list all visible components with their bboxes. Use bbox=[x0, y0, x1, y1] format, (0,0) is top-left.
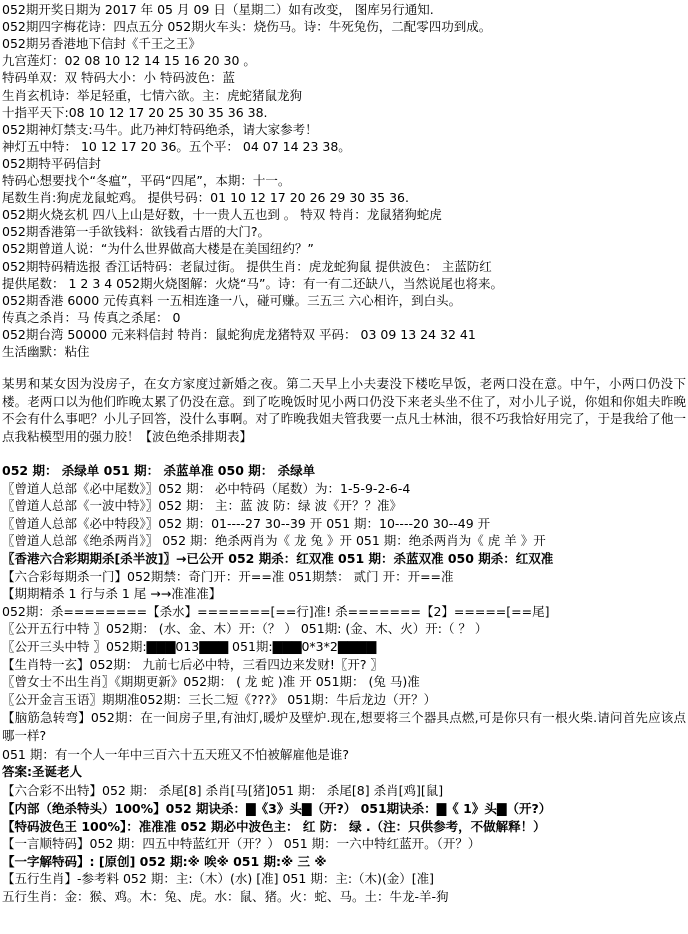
text-line: 【一字解特码】: [原创] 052 期:※ 唉※ 051 期:※ 三 ※ bbox=[2, 853, 327, 869]
text-line: 〖香港六合彩期期杀[杀半波]〗→已公开 052 期杀：红双准 051 期：杀蓝双准 050 期杀：红双准 bbox=[2, 551, 554, 566]
text-line: 传真之杀肖：马 传真之杀尾： 0 bbox=[2, 309, 181, 325]
text-line: 052期特码精选报 香江话特码：老鼠过街。 提供生肖：虎龙蛇狗鼠 提供波色： 主蓝防红 bbox=[2, 258, 492, 274]
text-line: 【特码波色王 100%】：准准准 052 期必中波色主： 红 防： 绿 .（注：只供参考，不做解释！） bbox=[2, 818, 546, 834]
text-line: 052期特平码信封 bbox=[2, 155, 101, 171]
text-line: 〖公开金言玉语〗期期准052期：三长二短《???》 051期：牛后龙边（开？） bbox=[2, 691, 437, 707]
text-line: 九宫莲灯：02 08 10 12 14 15 16 20 30 。 bbox=[2, 53, 256, 69]
text-line: 五行生肖：金：猴、鸡。木：兔、虎。水：鼠、猪。火：蛇、马。土：牛龙-羊-狗 bbox=[2, 889, 449, 904]
text-line: 〖公开三头中特 〗052期:▇▇▇013▇▇▇ 051期:▇▇▇0*3*2▇▇▇▇ bbox=[2, 639, 377, 654]
text-line: 〖曾道人总部《必中特段》〗052 期：01----27 30--39 开 051 期：10----20 30--49 开 bbox=[2, 515, 491, 531]
text-line: 052期开奖日期为 2017 年 05 月 09 日（星期二）如有改变， 图库另行通知. bbox=[2, 2, 434, 17]
text-line: 〖曾道人总部《一波中特》〗052 期： 主：蓝 波 防：绿 波《开？？准》 bbox=[2, 498, 402, 514]
humor-story: 某男和某女因为没房子，在女方家度过新婚之夜。第二天早上小夫妻没下楼吃早饭，老两口没在意。中午，小两口仍没下楼。老两口以为他们昨晚太累了仍没在意。到了吃晚饭时见小两口仍没下来老头坐不住了，对小儿子说，你姐和你姐夫昨晚不会有什么事吧？小儿子回答，没什么事啊。对了昨晚我姐夫管我要一点凡士林油，很不巧我恰好用完了，于是我给了他一点我粘模型用的强力胶！【波色绝杀排期表】 bbox=[2, 376, 686, 444]
text-line: 【期期精杀 1 行与杀 1 尾 →→准准准】 bbox=[2, 586, 222, 602]
text-line: 〖公开五行中特 〗052期： (水、金、木）开:（？ ） 051期: (金、木、火）开:（ ？ ） bbox=[2, 621, 488, 637]
text-line: 生肖玄机诗：举足轻重，七情六欲。主：虎蛇猪鼠龙狗 bbox=[2, 87, 303, 103]
text-line: 〖曾道人总部《绝杀两肖》〗 052 期：绝杀两肖为《 龙 兔 》开 051 期：绝杀两肖为《 虎 羊 》开 bbox=[2, 533, 546, 549]
brain-teaser: 【脑筋急转弯】052期：在一间房子里,有油灯,暖炉及壁炉.现在,想要将三个器具点燃,可是你只有一根火柴.请问首先应该点哪一样? bbox=[2, 710, 686, 743]
text-line: 052期火烧玄机 四八上山是好数，十一贵人五也到 。 特双 特肖：龙鼠猪狗蛇虎 bbox=[2, 207, 442, 223]
text-line: 神灯五中特： 10 12 17 20 36。五个平： 04 07 14 23 38。 bbox=[2, 138, 351, 154]
text-line: 【六合彩不出特】052 期： 杀尾[8] 杀肖[马[猪]051 期： 杀尾[8] 杀肖[鸡][鼠] bbox=[2, 783, 444, 799]
text-line: 052期另香港地下信封《千王之王》 bbox=[2, 36, 201, 52]
text-line: 【内部（绝杀特头）100%】052 期诀杀：▇《3》头▇（开?） 051期诀杀：▇《 1》头▇（开?） bbox=[2, 801, 552, 816]
text-line: 〖曾女士不出生肖〗《期期更新》052期： ( 龙 蛇 )准 开 051期： (兔 马)准 bbox=[2, 674, 420, 690]
text-line: 051 期：有一个人一年中三百六十五天班又不怕被解雇他是谁? bbox=[2, 747, 349, 763]
text-line: 052 期： 杀绿单 051 期： 杀蓝单准 050 期： 杀绿单 bbox=[2, 463, 316, 478]
text-line: 【六合彩每期杀一门】052期禁：奇门开：开==准 051期禁： 贰门 开：开==准 bbox=[2, 568, 454, 584]
text-line: 052期神灯禁支:马牛。此乃神灯特码绝杀，请大家参考！ bbox=[2, 121, 318, 137]
text-line: 【生肖特一玄】052期： 九前七后必中特，三看四边来发财!〖开? 〗 bbox=[2, 656, 383, 672]
text-line: 答案:圣诞老人 bbox=[2, 764, 82, 780]
text-line: 052期香港 6000 元传真料 一五相连逢一八，碰可赚。三五三 六心相许，到白头。 bbox=[2, 292, 462, 308]
text-line: 【五行生肖】-参考料 052 期：主:（木）(水) [准] 051 期：主:（木)(金）[准] bbox=[2, 871, 435, 887]
text-line: 十指平天下:08 10 12 17 20 25 30 35 36 38. bbox=[2, 104, 268, 120]
text-line: 【一言顺特码】052 期：四五中特蓝红开（开？） 051 期：一六中特红蓝开。（开？） bbox=[2, 836, 481, 852]
text-line: 052期台湾 50000 元来料信封 特肖：鼠蛇狗虎龙猪特双 平码： 03 09 13 24 32 41 bbox=[2, 326, 476, 342]
text-line: 〖曾道人总部《必中尾数》〗052 期： 必中特码（尾数）为：1-5-9-2-6-4 bbox=[2, 480, 411, 496]
text-line: 提供尾数： 1 2 3 4 052期火烧图解：火烧“马”。诗：有一有二还缺八，当然说尾也将来。 bbox=[2, 275, 503, 291]
text-line: 052期四字梅花诗：四点五分 052期火车头：烧伤马。诗：牛死兔伤，二配零四功到成。 bbox=[2, 19, 492, 35]
text-line: 052期曾道人说：“为什么世界做高大楼是在美国纽约？” bbox=[2, 241, 314, 257]
text-line: 生活幽默：粘住 bbox=[2, 344, 90, 359]
text-line: 052期香港第一手欲钱料：欲钱看古厝的大门?。 bbox=[2, 224, 270, 240]
text-line: 052期：杀========【杀水】=======[==行]准! 杀=======【2】=====[==尾] bbox=[2, 603, 550, 619]
text-line: 尾数生肖:狗虎龙鼠蛇鸡。 提供号码：01 10 12 17 20 26 29 30 35 36. bbox=[2, 190, 409, 206]
text-line: 特码单双：双 特码大小：小 特码波色：蓝 bbox=[2, 70, 235, 86]
text-line: 特码心想要找个“冬瘟”，平码“四尾”，本期：十一。 bbox=[2, 173, 291, 188]
